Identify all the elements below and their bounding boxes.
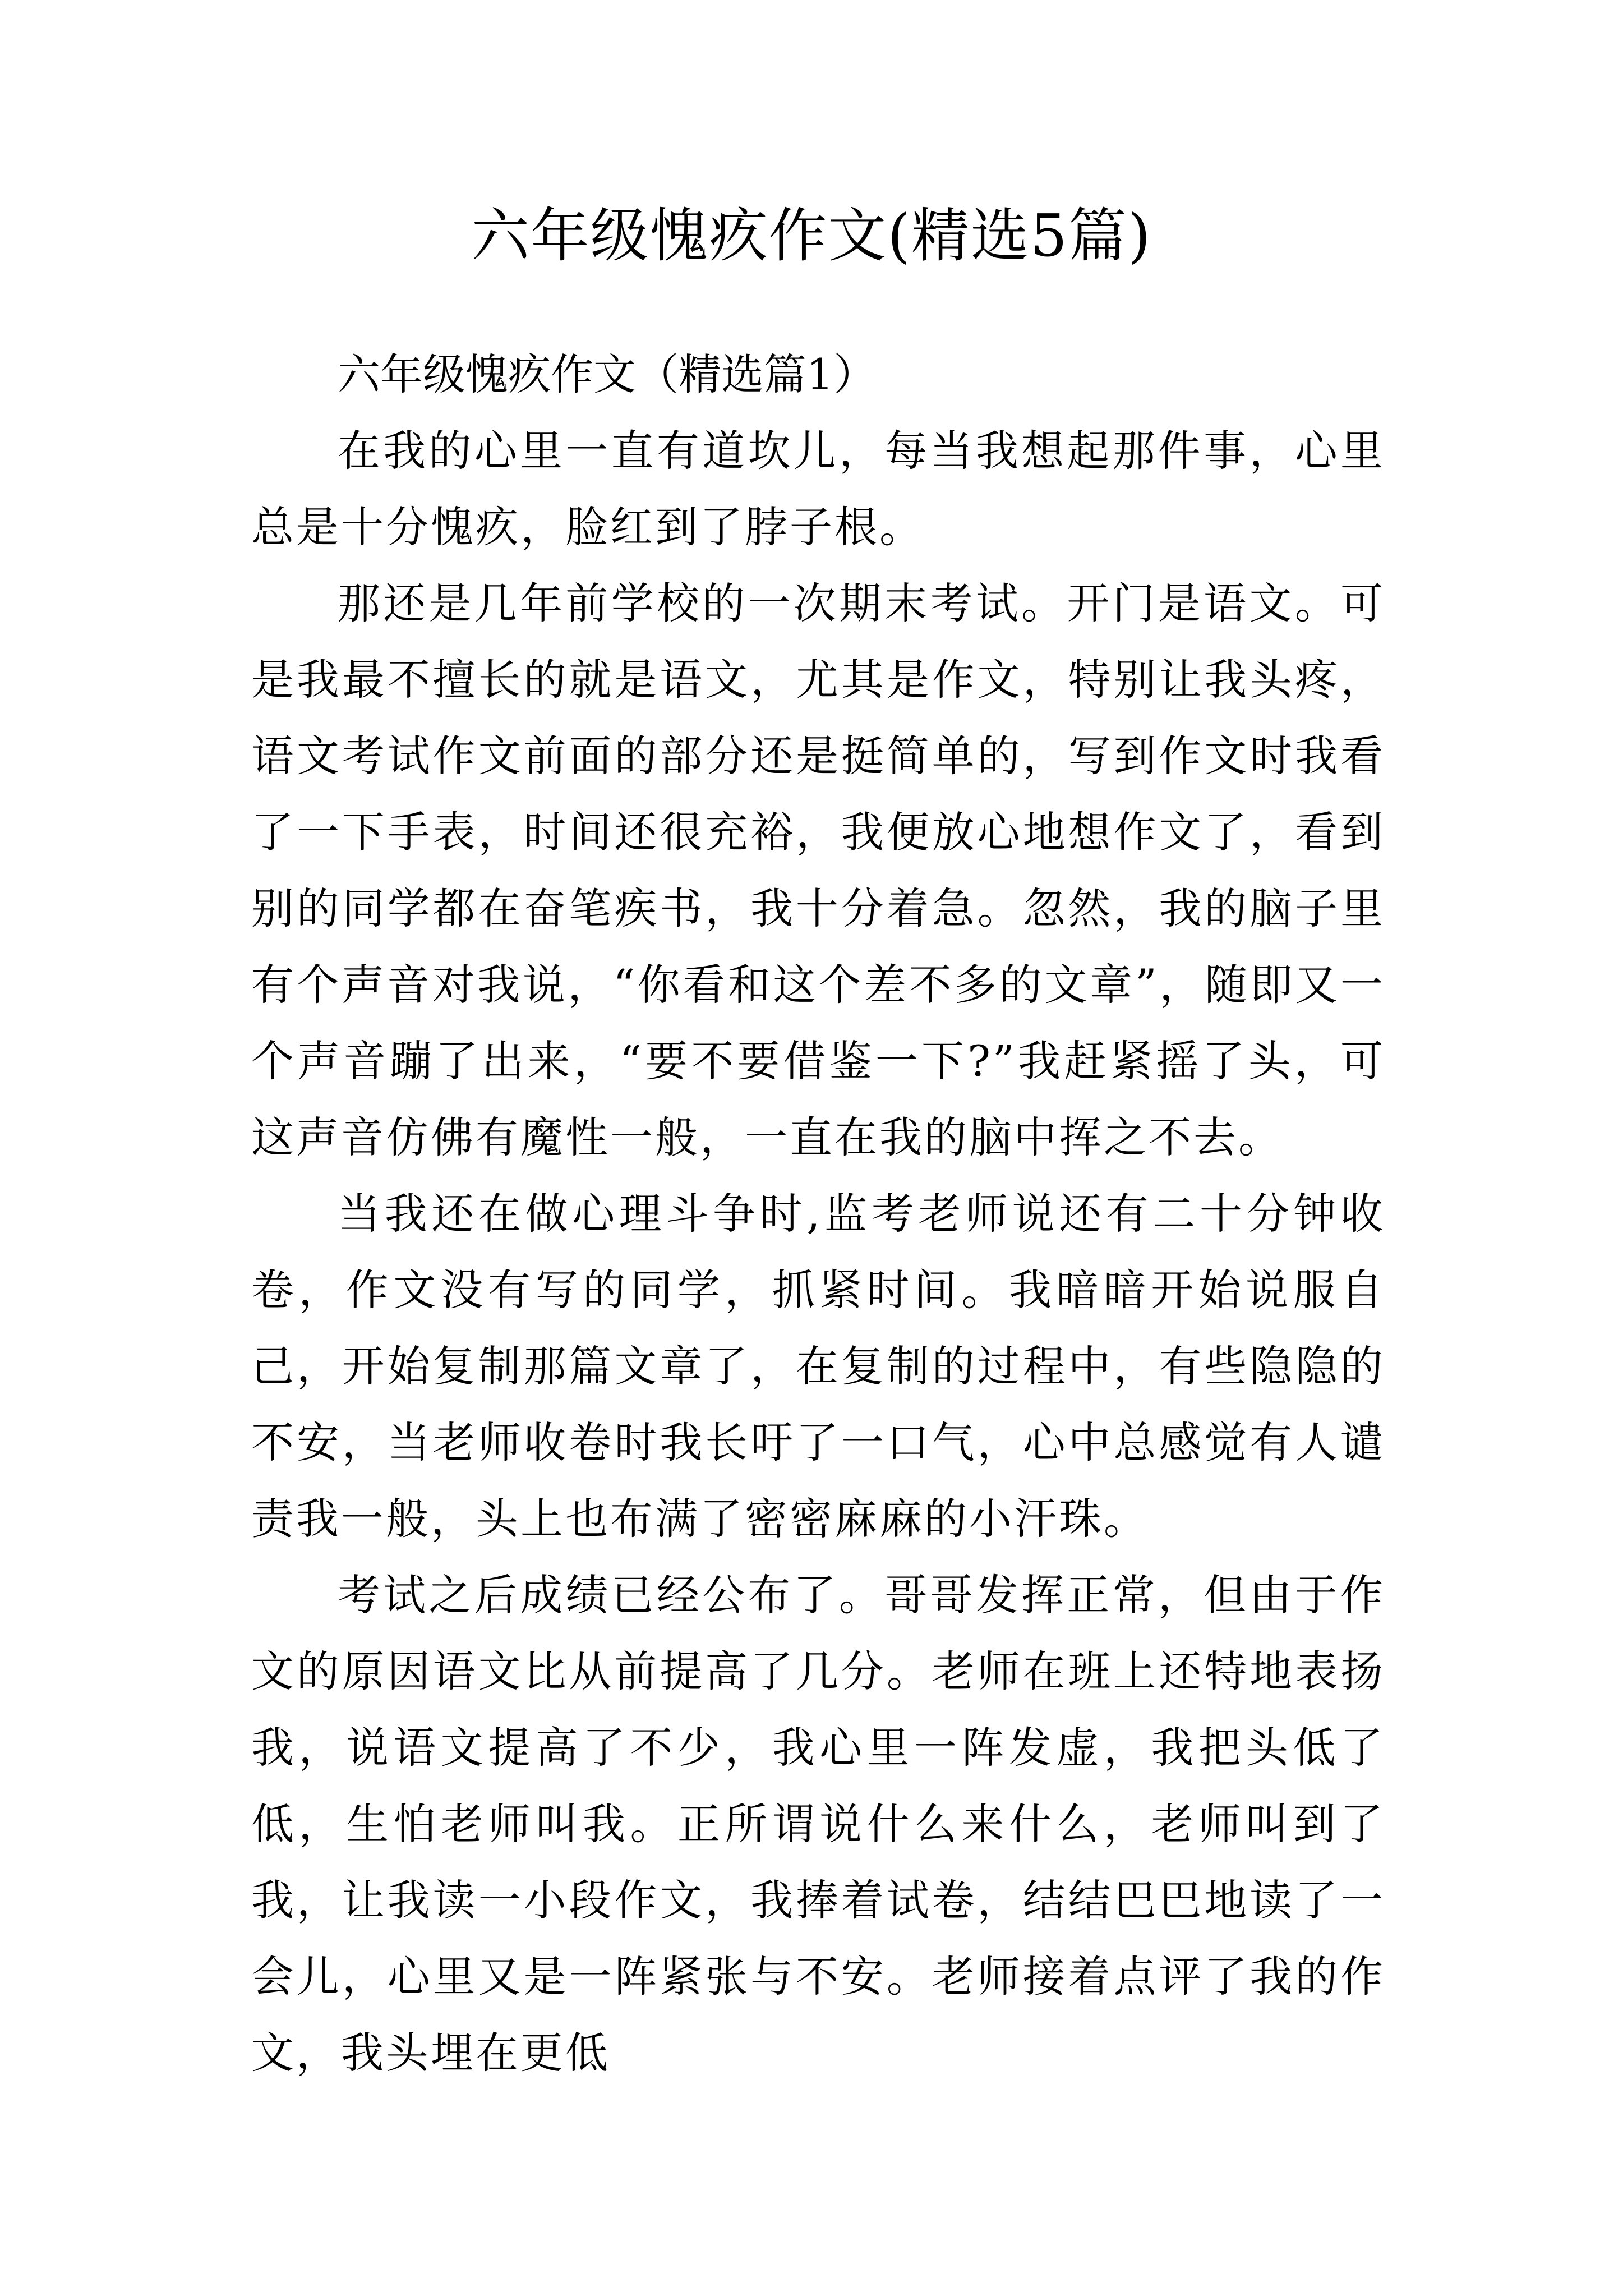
section-heading: 六年级愧疚作文（精选篇1） bbox=[338, 349, 877, 399]
paragraph: 那还是几年前学校的一次期末考试。开门是语文。可是我最不擅长的就是语文，尤其是作文，特别让我头疼，语文考试作文前面的部分还是挺简单的，写到作文时我看了一下手表，时间还很充裕，我便放心地想作文了，看到别的同学都在奋笔疾书，我十分着急。忽然，我的脑子里有个声音对我说，“你看和这个差不多的文章”，随即又一个声音蹦了出来，“要不要借鉴一下?”我赶紧摇了头，可这声音仿佛有魔性一般，一直在我的脑中挥之不去。 bbox=[251, 578, 1385, 1162]
document-body bbox=[251, 337, 1385, 2091]
paragraph: 在我的心里一直有道坎儿，每当我想起那件事，心里总是十分愧疚，脸红到了脖子根。 bbox=[251, 426, 1385, 552]
document-title: 六年级愧疚作文(精选5篇) bbox=[471, 201, 1152, 270]
paragraph: 当我还在做心理斗争时,监考老师说还有二十分钟收卷，作文没有写的同学，抓紧时间。我暗暗开始说服自己，开始复制那篇文章了，在复制的过程中，有些隐隐的不安，当老师收卷时我长吁了一口气，心中总感觉有人谴责我一般，头上也布满了密密麻麻的小汗珠。 bbox=[251, 1189, 1385, 1544]
paragraph: 考试之后成绩已经公布了。哥哥发挥正常，但由于作文的原因语文比从前提高了几分。老师在班上还特地表扬我，说语文提高了不少，我心里一阵发虚，我把头低了低，生怕老师叫我。正所谓说什么来什么，老师叫到了我，让我读一小段作文，我捧着试卷，结结巴巴地读了一会儿，心里又是一阵紧张与不安。老师接着点评了我的作文，我头埋在更低 bbox=[251, 1570, 1385, 2078]
